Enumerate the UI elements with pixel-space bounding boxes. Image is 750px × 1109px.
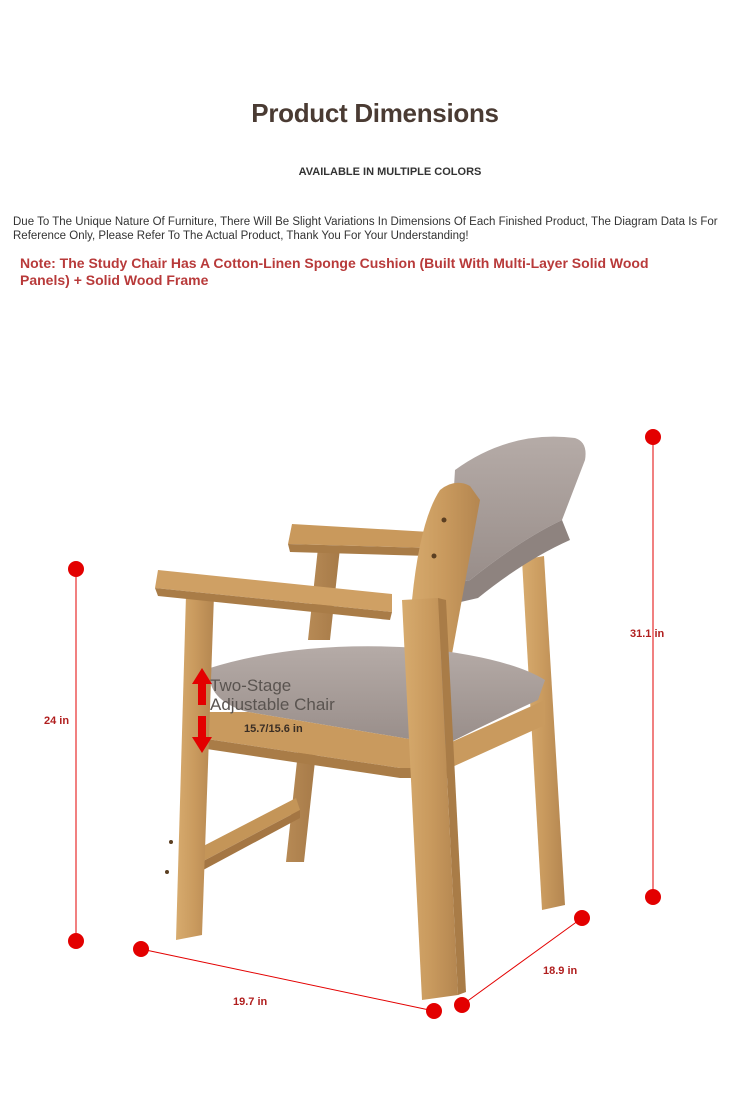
marker-dot <box>426 1003 442 1019</box>
adjustable-line-2: Adjustable Chair <box>210 695 335 714</box>
marker-dot <box>68 561 84 577</box>
chair-front-left-leg <box>165 595 214 940</box>
material-note: Note: The Study Chair Has A Cotton-Linen Sponge Cushion (Built With Multi-Layer Solid Wood Panels) + Solid Wood Frame <box>20 255 649 288</box>
marker-dot <box>574 910 590 926</box>
marker-dot <box>68 933 84 949</box>
total-height-label: 31.1 in <box>630 628 665 640</box>
marker-dot <box>645 429 661 445</box>
adjustable-label <box>210 676 335 714</box>
marker-dot <box>454 997 470 1013</box>
width-label: 19.7 in <box>233 996 268 1008</box>
marker-dot <box>133 941 149 957</box>
depth-line <box>462 918 582 1005</box>
marker-dot <box>645 889 661 905</box>
width-line <box>141 949 434 1011</box>
colors-subtitle: AVAILABLE IN MULTIPLE COLORS <box>298 166 482 178</box>
seat-height-label: 15.7/15.6 in <box>244 723 303 735</box>
disclaimer-text: Due To The Unique Nature Of Furniture, There Will Be Slight Variations In Dimensions Of Each Finished Product, The Diagram Data Is For Reference Only, Please Refer To The Actual Product, Thank You For Your Understanding! <box>13 216 718 242</box>
adjustable-line-1: Two-Stage <box>210 676 292 695</box>
page-title: Product Dimensions <box>251 98 499 128</box>
armrest-height-label: 24 in <box>44 715 70 727</box>
depth-label: 18.9 in <box>543 965 578 977</box>
